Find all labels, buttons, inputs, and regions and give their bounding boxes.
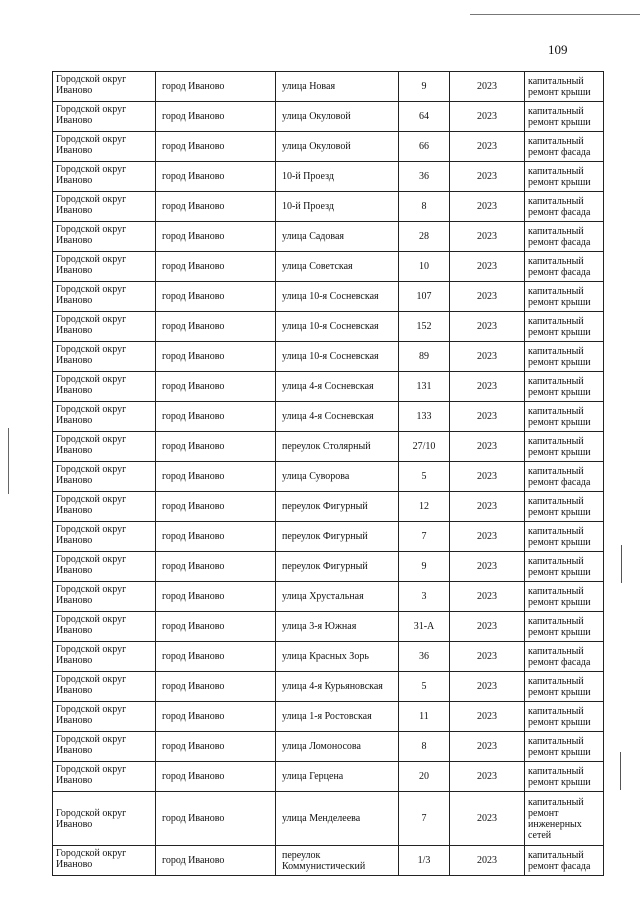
- cell-house-number: 107: [399, 282, 450, 312]
- cell-work-type: капитальный ремонт крыши: [525, 732, 604, 762]
- cell-work-type: капитальный ремонт крыши: [525, 612, 604, 642]
- table-row: [53, 252, 604, 282]
- cell-municipality: Городской округ Иваново: [53, 312, 156, 342]
- cell-year: 2023: [450, 732, 525, 762]
- cell-house-number: 31-А: [399, 612, 450, 642]
- cell-year: 2023: [450, 372, 525, 402]
- cell-street: 10-й Проезд: [276, 162, 399, 192]
- table-row: [53, 552, 604, 582]
- cell-street: улица 10-я Сосневская: [276, 282, 399, 312]
- cell-street: улица 10-я Сосневская: [276, 342, 399, 372]
- cell-street: улица Суворова: [276, 462, 399, 492]
- cell-house-number: 131: [399, 372, 450, 402]
- cell-year: 2023: [450, 192, 525, 222]
- cell-street: улица Герцена: [276, 762, 399, 792]
- cell-house-number: 133: [399, 402, 450, 432]
- cell-street: улица Красных Зорь: [276, 642, 399, 672]
- cell-municipality: Городской округ Иваново: [53, 222, 156, 252]
- cell-municipality: Городской округ Иваново: [53, 342, 156, 372]
- cell-house-number: 20: [399, 762, 450, 792]
- cell-work-type: капитальный ремонт крыши: [525, 552, 604, 582]
- cell-city: город Иваново: [156, 492, 276, 522]
- cell-municipality: Городской округ Иваново: [53, 732, 156, 762]
- scan-edge-line: [470, 14, 640, 15]
- table-row: [53, 222, 604, 252]
- cell-street: улица Ломоносова: [276, 732, 399, 762]
- cell-city: город Иваново: [156, 372, 276, 402]
- cell-municipality: Городской округ Иваново: [53, 552, 156, 582]
- cell-municipality: Городской округ Иваново: [53, 162, 156, 192]
- cell-municipality: Городской округ Иваново: [53, 582, 156, 612]
- cell-work-type: капитальный ремонт фасада: [525, 846, 604, 876]
- cell-city: город Иваново: [156, 582, 276, 612]
- cell-work-type: капитальный ремонт инженерных сетей: [525, 792, 604, 846]
- cell-city: город Иваново: [156, 792, 276, 846]
- cell-work-type: капитальный ремонт фасада: [525, 252, 604, 282]
- cell-street: переулок Столярный: [276, 432, 399, 462]
- cell-house-number: 27/10: [399, 432, 450, 462]
- cell-house-number: 12: [399, 492, 450, 522]
- table-body: [53, 72, 604, 876]
- cell-municipality: Городской округ Иваново: [53, 642, 156, 672]
- cell-year: 2023: [450, 846, 525, 876]
- cell-city: город Иваново: [156, 102, 276, 132]
- cell-city: город Иваново: [156, 402, 276, 432]
- cell-year: 2023: [450, 72, 525, 102]
- cell-work-type: капитальный ремонт крыши: [525, 282, 604, 312]
- scan-artifact-right-lower: [620, 752, 621, 790]
- cell-work-type: капитальный ремонт крыши: [525, 312, 604, 342]
- cell-work-type: капитальный ремонт фасада: [525, 642, 604, 672]
- cell-street: улица 1-я Ростовская: [276, 702, 399, 732]
- cell-street: улица 3-я Южная: [276, 612, 399, 642]
- cell-municipality: Городской округ Иваново: [53, 846, 156, 876]
- cell-street: улица Советская: [276, 252, 399, 282]
- cell-street: улица 4-я Сосневская: [276, 402, 399, 432]
- table-row: [53, 492, 604, 522]
- cell-work-type: капитальный ремонт фасада: [525, 462, 604, 492]
- cell-street: улица Садовая: [276, 222, 399, 252]
- cell-work-type: капитальный ремонт крыши: [525, 492, 604, 522]
- cell-street: улица Окуловой: [276, 102, 399, 132]
- table-row: [53, 732, 604, 762]
- cell-municipality: Городской округ Иваново: [53, 762, 156, 792]
- cell-year: 2023: [450, 342, 525, 372]
- cell-city: город Иваново: [156, 552, 276, 582]
- cell-year: 2023: [450, 642, 525, 672]
- cell-year: 2023: [450, 132, 525, 162]
- table-row: [53, 462, 604, 492]
- cell-year: 2023: [450, 492, 525, 522]
- cell-work-type: капитальный ремонт крыши: [525, 432, 604, 462]
- cell-city: город Иваново: [156, 312, 276, 342]
- cell-work-type: капитальный ремонт фасада: [525, 222, 604, 252]
- table-row: [53, 372, 604, 402]
- cell-house-number: 152: [399, 312, 450, 342]
- cell-street: 10-й Проезд: [276, 192, 399, 222]
- cell-city: город Иваново: [156, 612, 276, 642]
- table-row: [53, 672, 604, 702]
- cell-year: 2023: [450, 522, 525, 552]
- cell-municipality: Городской округ Иваново: [53, 282, 156, 312]
- cell-house-number: 89: [399, 342, 450, 372]
- cell-street: переулок Фигурный: [276, 552, 399, 582]
- cell-house-number: 7: [399, 792, 450, 846]
- table-row: [53, 642, 604, 672]
- cell-year: 2023: [450, 582, 525, 612]
- cell-street: улица Хрустальная: [276, 582, 399, 612]
- cell-work-type: капитальный ремонт крыши: [525, 102, 604, 132]
- cell-street: улица Новая: [276, 72, 399, 102]
- table-row: [53, 522, 604, 552]
- cell-work-type: капитальный ремонт крыши: [525, 162, 604, 192]
- cell-house-number: 64: [399, 102, 450, 132]
- cell-year: 2023: [450, 792, 525, 846]
- cell-year: 2023: [450, 102, 525, 132]
- scan-artifact-left: [8, 428, 9, 494]
- cell-house-number: 11: [399, 702, 450, 732]
- cell-city: город Иваново: [156, 192, 276, 222]
- cell-municipality: Городской округ Иваново: [53, 252, 156, 282]
- table-row: [53, 132, 604, 162]
- table-row: [53, 612, 604, 642]
- cell-street: улица Окуловой: [276, 132, 399, 162]
- cell-municipality: Городской округ Иваново: [53, 612, 156, 642]
- cell-work-type: капитальный ремонт крыши: [525, 372, 604, 402]
- cell-street: улица 4-я Курьяновская: [276, 672, 399, 702]
- cell-year: 2023: [450, 312, 525, 342]
- cell-house-number: 9: [399, 552, 450, 582]
- cell-house-number: 28: [399, 222, 450, 252]
- cell-year: 2023: [450, 432, 525, 462]
- table-row: [53, 72, 604, 102]
- cell-municipality: Городской округ Иваново: [53, 522, 156, 552]
- cell-street: улица 10-я Сосневская: [276, 312, 399, 342]
- cell-house-number: 3: [399, 582, 450, 612]
- cell-house-number: 1/3: [399, 846, 450, 876]
- table-row: [53, 792, 604, 846]
- cell-house-number: 8: [399, 192, 450, 222]
- cell-year: 2023: [450, 702, 525, 732]
- cell-city: город Иваново: [156, 642, 276, 672]
- cell-municipality: Городской округ Иваново: [53, 492, 156, 522]
- cell-city: город Иваново: [156, 462, 276, 492]
- table-row: [53, 702, 604, 732]
- cell-city: город Иваново: [156, 72, 276, 102]
- cell-city: город Иваново: [156, 132, 276, 162]
- table-row: [53, 432, 604, 462]
- cell-work-type: капитальный ремонт крыши: [525, 342, 604, 372]
- cell-house-number: 36: [399, 642, 450, 672]
- cell-year: 2023: [450, 162, 525, 192]
- cell-house-number: 9: [399, 72, 450, 102]
- cell-year: 2023: [450, 672, 525, 702]
- cell-work-type: капитальный ремонт фасада: [525, 132, 604, 162]
- cell-work-type: капитальный ремонт крыши: [525, 72, 604, 102]
- cell-year: 2023: [450, 282, 525, 312]
- cell-city: город Иваново: [156, 222, 276, 252]
- cell-street: переулок Коммунистический: [276, 846, 399, 876]
- table-row: [53, 582, 604, 612]
- cell-municipality: Городской округ Иваново: [53, 192, 156, 222]
- cell-municipality: Городской округ Иваново: [53, 672, 156, 702]
- cell-house-number: 5: [399, 462, 450, 492]
- table-row: [53, 846, 604, 876]
- cell-work-type: капитальный ремонт крыши: [525, 582, 604, 612]
- cell-street: переулок Фигурный: [276, 522, 399, 552]
- cell-work-type: капитальный ремонт крыши: [525, 762, 604, 792]
- cell-street: улица Менделеева: [276, 792, 399, 846]
- cell-house-number: 7: [399, 522, 450, 552]
- cell-house-number: 66: [399, 132, 450, 162]
- cell-municipality: Городской округ Иваново: [53, 402, 156, 432]
- cell-year: 2023: [450, 612, 525, 642]
- cell-city: город Иваново: [156, 732, 276, 762]
- cell-work-type: капитальный ремонт крыши: [525, 702, 604, 732]
- table-row: [53, 102, 604, 132]
- cell-city: город Иваново: [156, 282, 276, 312]
- cell-street: улица 4-я Сосневская: [276, 372, 399, 402]
- cell-year: 2023: [450, 762, 525, 792]
- repair-schedule-table: [52, 71, 604, 876]
- cell-year: 2023: [450, 252, 525, 282]
- cell-house-number: 36: [399, 162, 450, 192]
- cell-work-type: капитальный ремонт крыши: [525, 402, 604, 432]
- cell-municipality: Городской округ Иваново: [53, 132, 156, 162]
- table-row: [53, 282, 604, 312]
- cell-work-type: капитальный ремонт крыши: [525, 672, 604, 702]
- cell-municipality: Городской округ Иваново: [53, 72, 156, 102]
- table-row: [53, 312, 604, 342]
- cell-city: город Иваново: [156, 762, 276, 792]
- cell-house-number: 5: [399, 672, 450, 702]
- page-number: 109: [548, 42, 568, 57]
- cell-year: 2023: [450, 552, 525, 582]
- cell-city: город Иваново: [156, 252, 276, 282]
- cell-year: 2023: [450, 222, 525, 252]
- cell-municipality: Городской округ Иваново: [53, 102, 156, 132]
- scan-artifact-right: [621, 545, 622, 583]
- cell-municipality: Городской округ Иваново: [53, 372, 156, 402]
- cell-year: 2023: [450, 462, 525, 492]
- cell-street: переулок Фигурный: [276, 492, 399, 522]
- cell-city: город Иваново: [156, 522, 276, 552]
- cell-municipality: Городской округ Иваново: [53, 702, 156, 732]
- cell-city: город Иваново: [156, 432, 276, 462]
- cell-house-number: 8: [399, 732, 450, 762]
- table-row: [53, 192, 604, 222]
- cell-work-type: капитальный ремонт крыши: [525, 522, 604, 552]
- cell-municipality: Городской округ Иваново: [53, 462, 156, 492]
- table-row: [53, 342, 604, 372]
- cell-municipality: Городской округ Иваново: [53, 792, 156, 846]
- cell-year: 2023: [450, 402, 525, 432]
- cell-city: город Иваново: [156, 846, 276, 876]
- table-row: [53, 402, 604, 432]
- table-row: [53, 762, 604, 792]
- cell-municipality: Городской округ Иваново: [53, 432, 156, 462]
- cell-city: город Иваново: [156, 162, 276, 192]
- cell-work-type: капитальный ремонт фасада: [525, 192, 604, 222]
- table-row: [53, 162, 604, 192]
- cell-city: город Иваново: [156, 342, 276, 372]
- cell-house-number: 10: [399, 252, 450, 282]
- cell-city: город Иваново: [156, 672, 276, 702]
- cell-city: город Иваново: [156, 702, 276, 732]
